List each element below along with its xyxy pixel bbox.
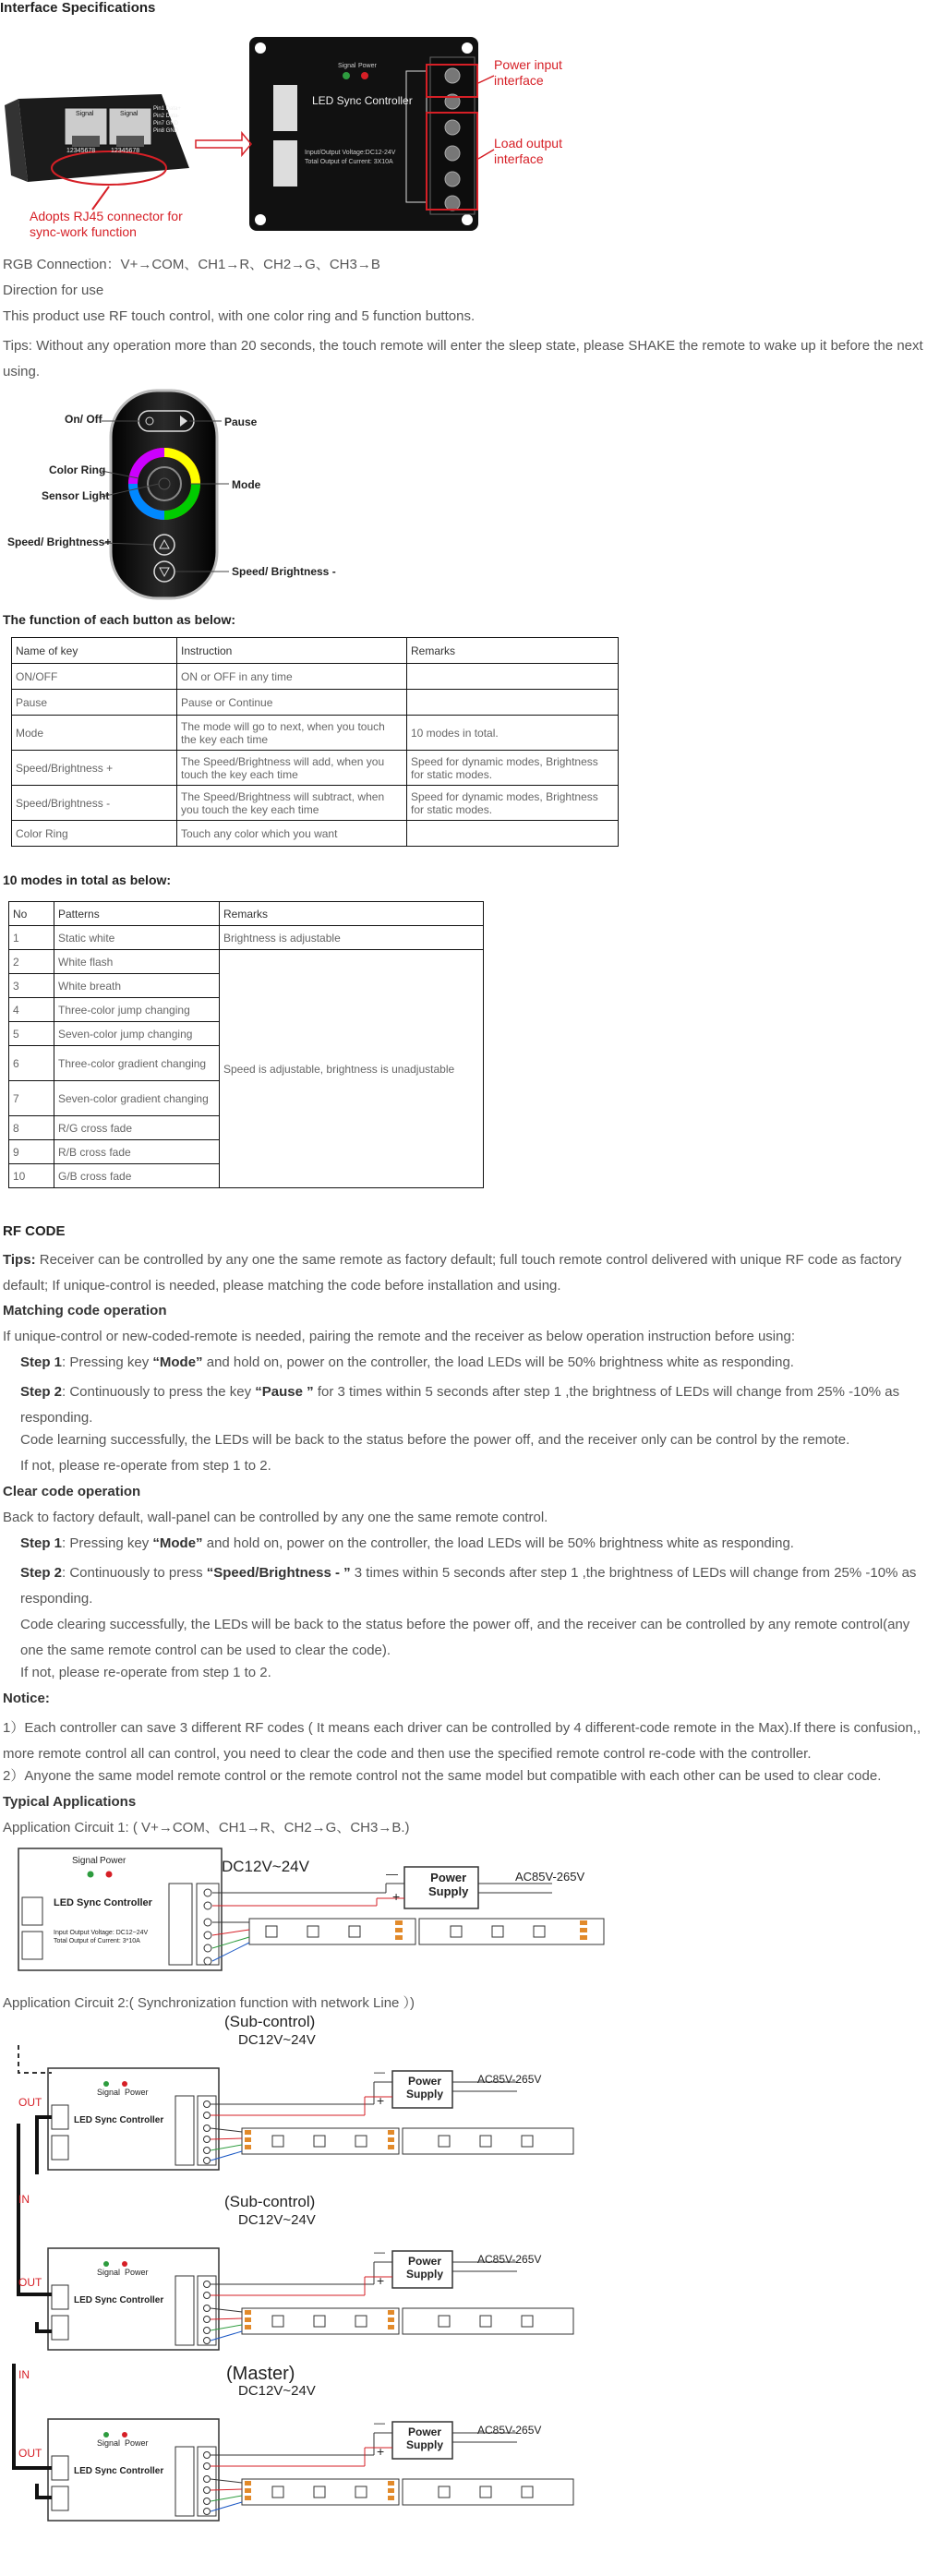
rf-tips (3, 1247, 931, 1299)
clear-intro: Back to factory default, wall-panel can be controlled by any one the same remote control. (3, 1510, 548, 1525)
cell: ON/OFF (12, 664, 177, 690)
port-signal-1: Signal (76, 111, 94, 117)
matching-step1 (20, 1354, 794, 1372)
cell: White flash (54, 950, 220, 974)
c2-minus-1: — (374, 2065, 385, 2078)
cell: 6 (9, 1046, 54, 1081)
port-signal-2: Signal (120, 111, 138, 117)
port-pins (153, 105, 181, 135)
cell-merged-remark: Speed is adjustable, brightness is unadjustable (220, 950, 484, 1188)
c2-title-1: LED Sync Controller (74, 2115, 164, 2125)
cell: The Speed/Brightness will subtract, when you touch the key each time (177, 786, 407, 821)
ps-line1: Power (408, 2255, 442, 2268)
step-text: and hold on, power on the controller, the load LEDs will be 50% brightness white as responding. (202, 1354, 794, 1370)
c1-spec1: Input Output Voltage: DC12~24V (54, 1930, 149, 1936)
cell: Three-color gradient changing (54, 1046, 220, 1081)
c2-out-2: OUT (18, 2276, 42, 2289)
step-text: : Continuously to press (62, 1565, 207, 1581)
circuit2-caption: Application Circuit 2:( Synchronization function with network Line ）) (3, 1995, 415, 2011)
cell: R/G cross fade (54, 1116, 220, 1140)
c2-sub-control-2: (Sub-control) (224, 2193, 316, 2210)
circuit2-diagram (0, 2013, 646, 2571)
c2-title-2: LED Sync Controller (74, 2295, 164, 2305)
col-mode-remarks: Remarks (220, 902, 484, 926)
matching-step2 (20, 1379, 930, 1431)
c2-master: (Master) (226, 2364, 295, 2384)
c1-power-supply (428, 1871, 468, 1898)
cell: 10 modes in total. (407, 716, 619, 751)
clear-success: Code clearing successfully, the LEDs will be back to the status before the power off, and the receiver can be controlled by any remote control(any one the same remote control can be used to clear the code). (20, 1617, 910, 1658)
rf-touch-text: This product use RF touch control, with one color ring and 5 function buttons. (3, 308, 476, 324)
pin7: Pin7 GND (153, 121, 179, 126)
c2-plus-1: + (377, 2093, 385, 2108)
cell: Seven-color gradient changing (54, 1081, 220, 1116)
table-row (12, 751, 619, 786)
label-speed-minus: Speed/ Brightness - (232, 565, 336, 578)
step-label: Step 2 (20, 1384, 63, 1400)
cell: The mode will go to next, when you touch the key each time (177, 716, 407, 751)
rgb-connection: RGB Connection：V+→COM、CH1→R、CH2→G、CH3→B (3, 257, 380, 272)
cell: 10 (9, 1164, 54, 1188)
cell: Speed for dynamic modes, Brightness for static modes. (407, 786, 619, 821)
c2-dc-3: DC12V~24V (238, 2383, 316, 2399)
step-text: and hold on, power on the controller, the load LEDs will be 50% brightness white as responding. (202, 1535, 794, 1551)
device-spec2: Total Output of Current: 3X10A (305, 159, 393, 165)
c2-power-1: Power (125, 2088, 149, 2097)
button-table (11, 637, 619, 847)
ps-line2: Supply (406, 2268, 444, 2281)
label-color-ring: Color Ring (49, 463, 106, 476)
cell (407, 821, 619, 847)
cell: 4 (9, 998, 54, 1022)
c2-ps-3 (406, 2426, 443, 2451)
interface-image (0, 20, 646, 242)
c1-power: Power (100, 1856, 126, 1866)
c2-ps-2 (406, 2255, 443, 2281)
c2-dc-2: DC12V~24V (238, 2212, 316, 2228)
c2-title-3: LED Sync Controller (74, 2466, 164, 2476)
annotation-power-input: Power input interface (494, 57, 562, 88)
c2-in-1: IN (18, 2193, 30, 2206)
table-row (12, 690, 619, 716)
c2-ac-2: AC85V-265V (477, 2253, 542, 2266)
c1-spec2: Total Output of Current: 3*10A (54, 1938, 140, 1944)
c2-power-2: Power (125, 2268, 149, 2277)
c1-minus: — (386, 1867, 398, 1881)
step-key: “Pause ” (255, 1384, 314, 1400)
c2-out-3: OUT (18, 2447, 42, 2460)
col-instruction: Instruction (177, 638, 407, 664)
device-signal: Signal (338, 63, 356, 69)
label-on-off: On/ Off (65, 413, 102, 426)
c1-controller-title: LED Sync Controller (54, 1897, 152, 1908)
pin2: Pin2 Data- (153, 114, 180, 119)
label-mode: Mode (232, 478, 261, 491)
circuit1-svg (17, 1847, 644, 1976)
c2-signal-3: Signal (97, 2438, 121, 2448)
cell: Color Ring (12, 821, 177, 847)
button-heading: The function of each button as below: (3, 612, 235, 627)
clear-retry: If not, please re-operate from step 1 to 2. (20, 1665, 271, 1680)
ps-line1: Power (430, 1871, 467, 1884)
pin1: Pin1 Data+ (153, 106, 181, 112)
c2-in-2: IN (18, 2368, 30, 2381)
matching-retry: If not, please re-operate from step 1 to 2. (20, 1458, 271, 1474)
matching-success: Code learning successfully, the LEDs will be back to the status before the power off, and the receiver only can be control by the remote. (20, 1432, 850, 1448)
label-speed-plus: Speed/ Brightness+ (7, 536, 112, 548)
c2-plus-2: + (377, 2273, 385, 2288)
notice-heading: Notice: (3, 1691, 50, 1706)
circuit1-diagram (17, 1847, 644, 1976)
cell: ON or OFF in any time (177, 664, 407, 690)
c2-out-1: OUT (18, 2096, 42, 2109)
cell: Seven-color jump changing (54, 1022, 220, 1046)
button-table-header (12, 638, 619, 664)
step-key: “Speed/Brightness - ” (206, 1565, 351, 1581)
c2-ac-1: AC85V-265V (477, 2073, 542, 2086)
c1-signal: Signal (72, 1856, 98, 1866)
c2-minus-3: — (374, 2416, 385, 2429)
modes-table-header (9, 902, 484, 926)
cell: 3 (9, 974, 54, 998)
notice-item2: 2）Anyone the same model remote control or the remote control not the same model but compatible with each other can be used to clear code. (3, 1768, 882, 1784)
step-text: : Continuously to press the key (62, 1384, 256, 1400)
step-key: “Mode” (152, 1535, 203, 1551)
cell: 2 (9, 950, 54, 974)
device-power: Power (358, 63, 377, 69)
cell: Pause (12, 690, 177, 716)
rf-tips-text: Receiver can be controlled by any one the same remote as factory default; full touch remote control delivered with unique RF code as factory default; If unique-control is needed, please matching the code before installation and using. (3, 1252, 902, 1294)
step-text: for 3 times within 5 seconds after step 1 ,the brightness of LEDs will change from 25% -10% as responding. (20, 1384, 900, 1426)
clear-heading: Clear code operation (3, 1484, 141, 1499)
cell: Speed for dynamic modes, Brightness for static modes. (407, 751, 619, 786)
col-no: No (9, 902, 54, 926)
cell: White breath (54, 974, 220, 998)
direction-for-use: Direction for use (3, 283, 104, 298)
c2-sub-control-1: (Sub-control) (224, 2013, 316, 2030)
table-row (9, 950, 484, 974)
cell: 9 (9, 1140, 54, 1164)
table-row (9, 926, 484, 950)
tips-sleep: Tips: Without any operation more than 20 seconds, the touch remote will enter the sleep state, please SHAKE the remote to wake up it before the next using. (3, 338, 923, 379)
cell (407, 690, 619, 716)
c2-ac-3: AC85V-265V (477, 2424, 542, 2437)
device-title: LED Sync Controller (312, 94, 413, 107)
c2-plus-3: + (377, 2444, 385, 2459)
device-spec1: Input/Output Voltage:DC12-24V (305, 150, 396, 156)
port-nums-2: 12345678 (111, 148, 140, 154)
c1-dc: DC12V~24V (222, 1858, 309, 1875)
cell: 8 (9, 1116, 54, 1140)
col-remarks: Remarks (407, 638, 619, 664)
c2-ps-1 (406, 2075, 443, 2101)
step-key: “Mode” (152, 1354, 203, 1370)
ps-line2: Supply (428, 1884, 469, 1898)
cell: 7 (9, 1081, 54, 1116)
ps-line1: Power (408, 2075, 442, 2088)
step-label: Step 2 (20, 1565, 63, 1581)
cell: Touch any color which you want (177, 821, 407, 847)
cell: Brightness is adjustable (220, 926, 484, 950)
c2-dc-1: DC12V~24V (238, 2032, 316, 2048)
annotation-load-output: Load output interface (494, 136, 562, 166)
table-row (12, 821, 619, 847)
c1-ac: AC85V-265V (515, 1870, 585, 1884)
rf-tips-label: Tips: (3, 1252, 36, 1268)
table-row (12, 716, 619, 751)
typical-heading: Typical Applications (3, 1794, 137, 1810)
remote-figure (0, 388, 369, 600)
c2-minus-2: — (374, 2245, 385, 2258)
matching-heading: Matching code operation (3, 1303, 167, 1318)
cell: The Speed/Brightness will add, when you touch the key each time (177, 751, 407, 786)
cell: 5 (9, 1022, 54, 1046)
page-heading: Interface Specifications (0, 0, 156, 16)
label-sensor-light: Sensor Light (42, 489, 110, 502)
annotation-rj45: Adopts RJ45 connector for sync-work function (30, 209, 183, 239)
cell: Speed/Brightness + (12, 751, 177, 786)
rf-code-heading: RF CODE (3, 1223, 66, 1239)
cell: G/B cross fade (54, 1164, 220, 1188)
c2-power-3: Power (125, 2438, 149, 2448)
cell: 1 (9, 926, 54, 950)
step-label: Step 1 (20, 1354, 63, 1370)
modes-table (8, 901, 484, 1188)
ps-line2: Supply (406, 2438, 444, 2451)
notice-item1: 1）Each controller can save 3 different RF codes ( It means each driver can be controlled by 4 different-code remote in the Max).If there is confusion,, more remote control all can control, you need to clear the code and then use the specified remote control re-code with the controller. (3, 1720, 921, 1762)
cell (407, 664, 619, 690)
circuit1-caption: Application Circuit 1: ( V+→COM、CH1→R、CH2→G、CH3→B.) (3, 1820, 410, 1836)
c1-plus: + (392, 1889, 401, 1904)
port-nums-1: 12345678 (66, 148, 96, 154)
col-patterns: Patterns (54, 902, 220, 926)
c2-signal-2: Signal (97, 2268, 121, 2277)
ps-line2: Supply (406, 2088, 444, 2101)
clear-step2 (20, 1560, 930, 1612)
cell: Three-color jump changing (54, 998, 220, 1022)
ps-line1: Power (408, 2426, 442, 2438)
cell: R/B cross fade (54, 1140, 220, 1164)
step-text: : Pressing key (62, 1535, 153, 1551)
cell: Static white (54, 926, 220, 950)
cell: Speed/Brightness - (12, 786, 177, 821)
col-name-of-key: Name of key (12, 638, 177, 664)
step-label: Step 1 (20, 1535, 63, 1551)
c2-signal-1: Signal (97, 2088, 121, 2097)
label-pause: Pause (224, 415, 258, 428)
matching-intro: If unique-control or new-coded-remote is needed, pairing the remote and the receiver as below operation instruction before using: (3, 1329, 795, 1344)
cell: Mode (12, 716, 177, 751)
table-row (12, 786, 619, 821)
step-text: : Pressing key (62, 1354, 153, 1370)
step-text: 3 times within 5 seconds after step 1 ,the brightness of LEDs will change from 25% -10% as responding. (20, 1565, 917, 1607)
circuit2-svg (0, 2017, 646, 2571)
pin8: Pin8 GND (153, 128, 179, 134)
clear-step1 (20, 1535, 794, 1553)
table-row (12, 664, 619, 690)
cell: Pause or Continue (177, 690, 407, 716)
modes-heading: 10 modes in total as below: (3, 873, 172, 887)
